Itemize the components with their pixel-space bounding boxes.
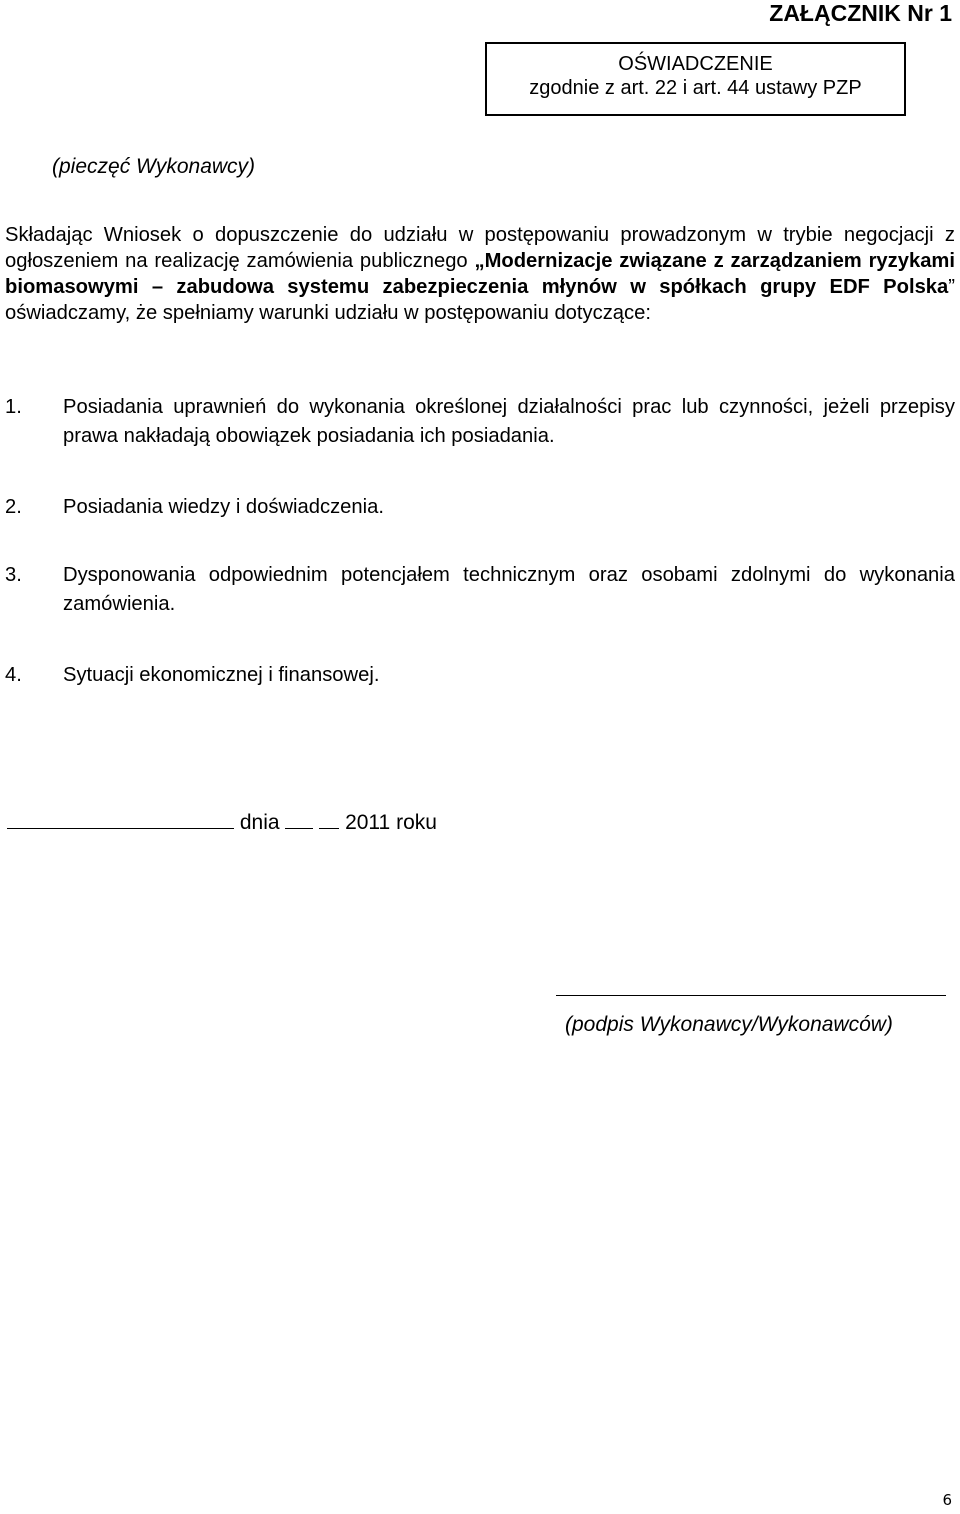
condition-text: Dysponowania odpowiednim potencjałem technicznym oraz osobami zdolnymi do wykonania zamówienia. [63,564,955,615]
annex-title: ZAŁĄCZNIK Nr 1 [769,0,952,26]
declaration-title: OŚWIADCZENIE [618,53,773,75]
condition-item [5,661,955,690]
month-blank[interactable] [319,806,339,829]
signature-line[interactable] [556,995,946,996]
condition-number: 2. [5,496,22,518]
date-day-word: dnia [239,811,280,834]
day-blank[interactable] [285,806,313,829]
place-blank[interactable] [7,806,234,829]
declaration-subtitle: zgodnie z art. 22 i art. 44 ustawy PZP [529,77,862,99]
intro-text-end: ” oświadczamy, że spełniamy warunki udziału w postępowaniu dotyczące: [5,276,955,324]
condition-item [5,493,955,522]
date-line [7,806,437,836]
intro-text-start: Składając Wniosek o dopuszczenie do udziału w postępowaniu prowadzonym w trybie negocjacji z ogłoszeniem na realizację zamówienia publicznego [5,224,955,272]
condition-item [5,393,955,451]
page-number: 6 [942,1491,952,1509]
condition-number: 4. [5,664,22,686]
condition-text: Posiadania wiedzy i doświadczenia. [63,496,384,518]
intro-paragraph [5,222,955,326]
condition-item [5,561,955,619]
condition-text: Sytuacji ekonomicznej i finansowej. [63,664,380,686]
declaration-box [485,42,906,116]
condition-number: 3. [5,564,22,586]
signature-caption: (podpis Wykonawcy/Wykonawców) [565,1013,893,1036]
contractor-stamp-label: (pieczęć Wykonawcy) [52,155,256,178]
procurement-title: „Modernizacje związane z zarządzaniem ryzykami biomasowymi – zabudowa systemu zabezpieczenia młynów w spółkach grupy EDF Polska [5,250,955,298]
condition-text: Posiadania uprawnień do wykonania określonej działalności prac lub czynności, jeżeli przepisy prawa nakładają obowiązek posiadania ich posiadania. [63,396,955,447]
condition-number: 1. [5,396,22,418]
date-year-text: 2011 roku [345,811,437,834]
